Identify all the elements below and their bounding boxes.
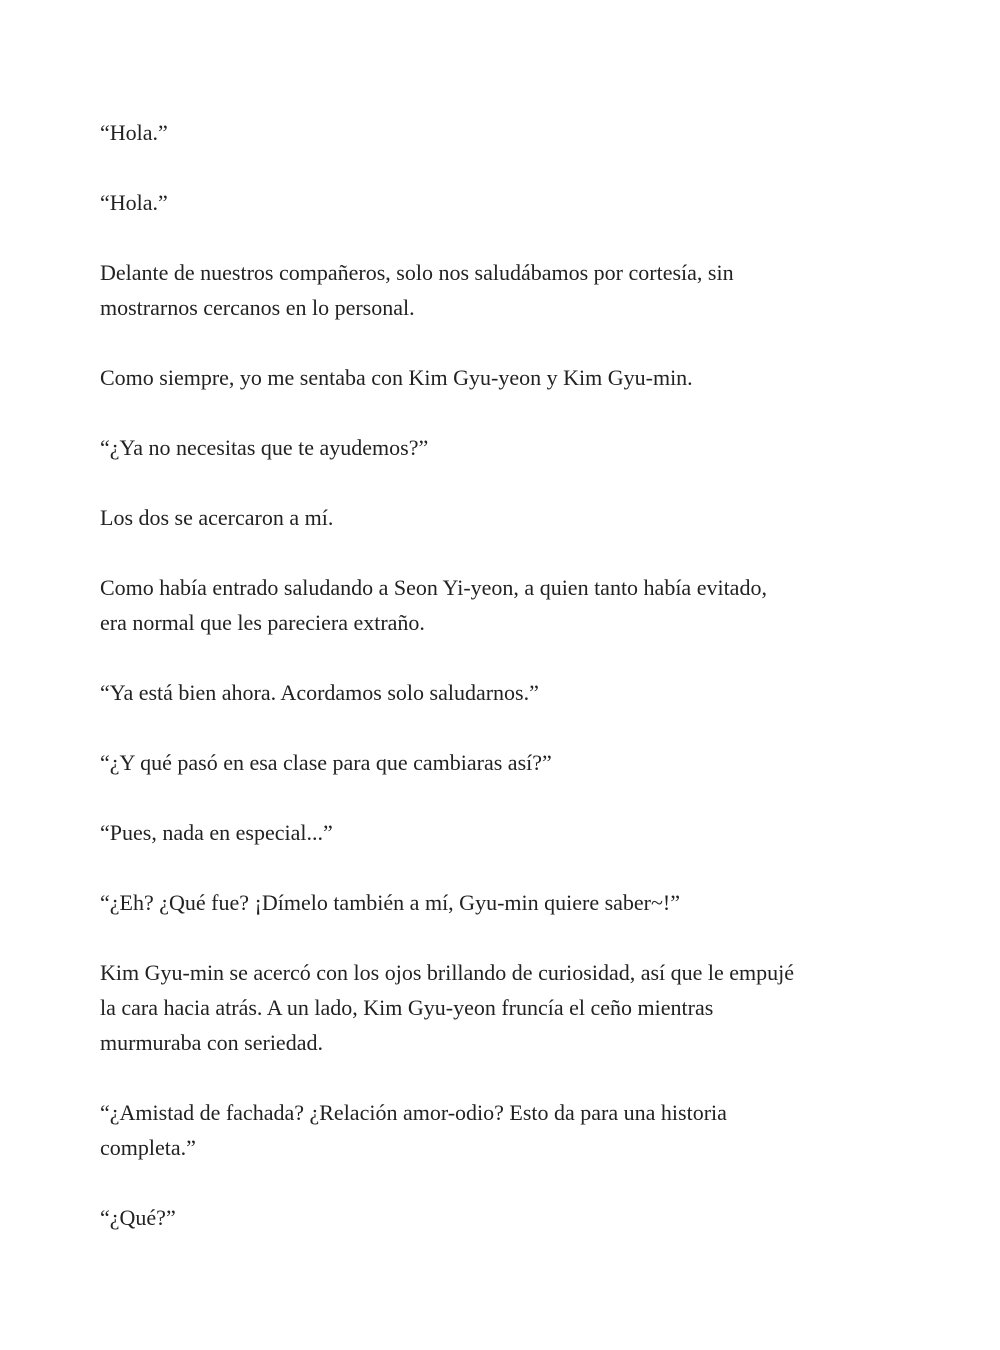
- paragraph: [100, 1095, 920, 1165]
- paragraph: [100, 675, 920, 710]
- paragraph-line: Los dos se acercaron a mí.: [100, 505, 334, 530]
- paragraph: [100, 885, 920, 920]
- paragraph-line: Como había entrado saludando a Seon Yi-yeon, a quien tanto había evitado,: [100, 575, 767, 600]
- paragraph-line: “¿Ya no necesitas que te ayudemos?”: [100, 435, 429, 460]
- paragraph-line: “¿Amistad de fachada? ¿Relación amor-odio? Esto da para una historia: [100, 1100, 727, 1125]
- paragraph-line: completa.”: [100, 1135, 196, 1160]
- paragraph-line: “Pues, nada en especial...”: [100, 820, 333, 845]
- document-body: [100, 115, 920, 1270]
- paragraph: [100, 745, 920, 780]
- paragraph-line: “¿Qué?”: [100, 1205, 176, 1230]
- paragraph-line: mostrarnos cercanos en lo personal.: [100, 295, 415, 320]
- paragraph: [100, 255, 920, 325]
- paragraph-line: era normal que les pareciera extraño.: [100, 610, 425, 635]
- paragraph: [100, 185, 920, 220]
- paragraph: [100, 955, 920, 1060]
- paragraph: [100, 430, 920, 465]
- paragraph: [100, 500, 920, 535]
- paragraph-line: “Ya está bien ahora. Acordamos solo saludarnos.”: [100, 680, 539, 705]
- paragraph-line: “Hola.”: [100, 190, 168, 215]
- paragraph-line: Como siempre, yo me sentaba con Kim Gyu-yeon y Kim Gyu-min.: [100, 365, 693, 390]
- paragraph: [100, 115, 920, 150]
- paragraph-line: Kim Gyu-min se acercó con los ojos brillando de curiosidad, así que le empujé: [100, 960, 795, 985]
- paragraph-line: Delante de nuestros compañeros, solo nos saludábamos por cortesía, sin: [100, 260, 734, 285]
- paragraph-line: la cara hacia atrás. A un lado, Kim Gyu-yeon fruncía el ceño mientras: [100, 995, 714, 1020]
- paragraph: [100, 360, 920, 395]
- paragraph: [100, 570, 920, 640]
- paragraph-line: “¿Eh? ¿Qué fue? ¡Dímelo también a mí, Gyu-min quiere saber~!”: [100, 890, 680, 915]
- paragraph-line: murmuraba con seriedad.: [100, 1030, 323, 1055]
- paragraph: [100, 815, 920, 850]
- paragraph-line: “Hola.”: [100, 120, 168, 145]
- paragraph-line: “¿Y qué pasó en esa clase para que cambiaras así?”: [100, 750, 552, 775]
- paragraph: [100, 1200, 920, 1235]
